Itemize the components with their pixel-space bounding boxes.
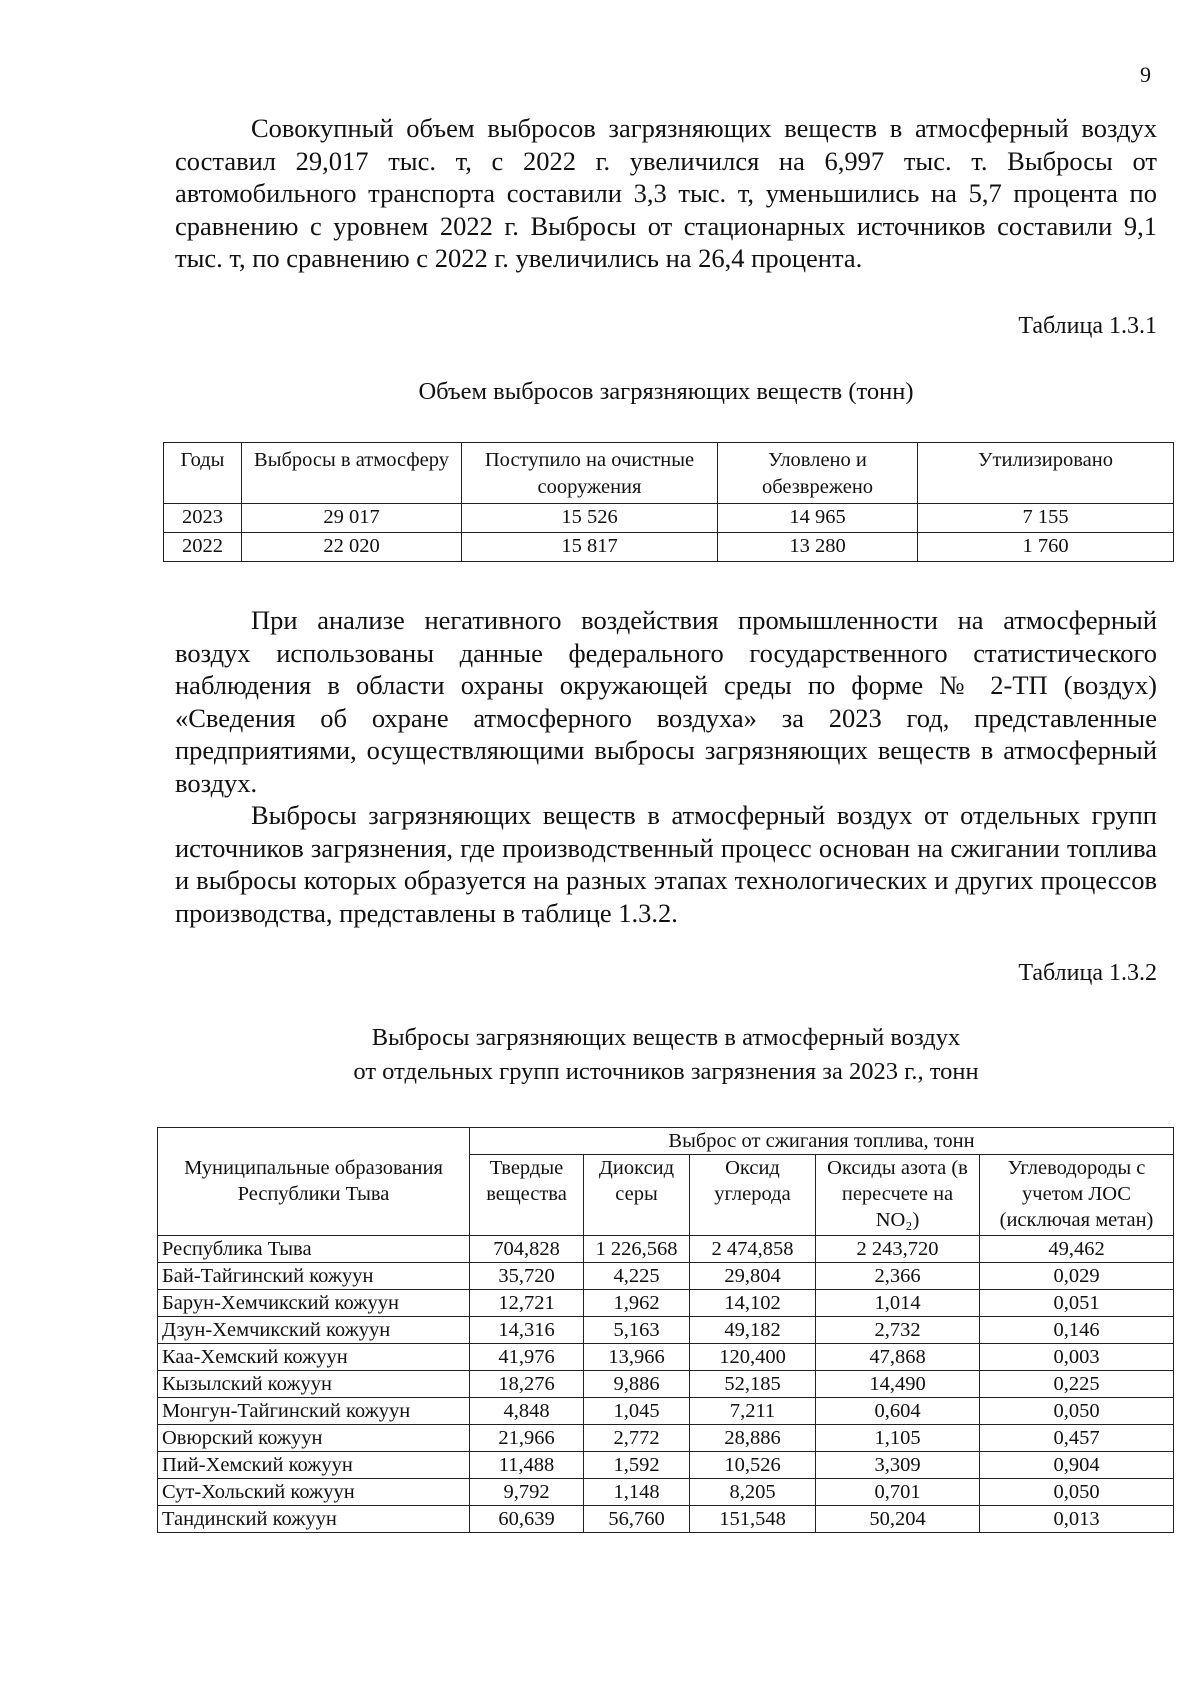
emission-value: 704,828 [470, 1236, 584, 1263]
emission-value: 4,848 [470, 1398, 584, 1425]
table-row [158, 1317, 1174, 1344]
emission-value: 2 243,720 [816, 1236, 980, 1263]
emission-value: 151,548 [690, 1506, 816, 1533]
table1-header: Утилизировано [918, 443, 1174, 504]
table2-body [158, 1236, 1174, 1533]
table1-title: Объем выбросов загрязняющих веществ (тонн) [418, 378, 914, 405]
emission-value: 2,732 [816, 1317, 980, 1344]
table-row [158, 1425, 1174, 1452]
table2-header: Оксиды азота (в пересчете на NO₂) [816, 1155, 980, 1236]
table2-header: Муниципальные образования Республики Тыва [158, 1155, 470, 1236]
table1-cell: 15 817 [462, 533, 718, 562]
emission-value: 0,701 [816, 1479, 980, 1506]
emission-value: 9,792 [470, 1479, 584, 1506]
emissions-volume-table [163, 442, 1174, 562]
emission-value: 2,366 [816, 1263, 980, 1290]
emission-value: 1 226,568 [584, 1236, 690, 1263]
emission-value: 35,720 [470, 1263, 584, 1290]
table-row [158, 1398, 1174, 1425]
municipality-name: Республика Тыва [158, 1236, 470, 1263]
page-number: 9 [1140, 62, 1151, 87]
emission-value: 1,592 [584, 1452, 690, 1479]
emission-value: 12,721 [470, 1290, 584, 1317]
table2-caption: Таблица 1.3.2 [1018, 960, 1157, 986]
table1-cell: 2022 [164, 533, 242, 562]
table1-header: Выбросы в атмосферу [242, 443, 462, 504]
emission-value: 10,526 [690, 1452, 816, 1479]
emission-value: 50,204 [816, 1506, 980, 1533]
table-row [158, 1263, 1174, 1290]
emission-value: 0,013 [980, 1506, 1174, 1533]
emission-value: 2,772 [584, 1425, 690, 1452]
emission-value: 0,050 [980, 1479, 1174, 1506]
municipality-name: Сут-Хольский кожуун [158, 1479, 470, 1506]
table1-cell: 14 965 [718, 504, 918, 533]
table1-cell: 2023 [164, 504, 242, 533]
emission-value: 0,051 [980, 1290, 1174, 1317]
emission-value: 2 474,858 [690, 1236, 816, 1263]
emission-value: 1,962 [584, 1290, 690, 1317]
table1-cell: 7 155 [918, 504, 1174, 533]
table2-title-line1: Выбросы загрязняющих веществ в атмосферный воздух [371, 1024, 961, 1051]
table1-header: Поступило на очистные сооружения [462, 443, 718, 504]
emission-value: 56,760 [584, 1506, 690, 1533]
municipality-name: Бай-Тайгинский кожуун [158, 1263, 470, 1290]
municipality-name: Пий-Хемский кожуун [158, 1452, 470, 1479]
emission-value: 28,886 [690, 1425, 816, 1452]
table-row [158, 1371, 1174, 1398]
table-row [158, 1479, 1174, 1506]
table-row [158, 1344, 1174, 1371]
emission-value: 7,211 [690, 1398, 816, 1425]
table1-cell: 13 280 [718, 533, 918, 562]
table2-title-line2: от отдельных групп источников загрязнения за 2023 г., тонн [353, 1058, 979, 1085]
table2-header: Углеводороды с учетом ЛОС (исключая метан) [980, 1155, 1174, 1236]
table2-group-header: Выброс от сжигания топлива, тонн [470, 1128, 1174, 1155]
emission-value: 1,148 [584, 1479, 690, 1506]
emission-value: 9,886 [584, 1371, 690, 1398]
emission-value: 1,014 [816, 1290, 980, 1317]
emission-value: 5,163 [584, 1317, 690, 1344]
table-row [164, 533, 1174, 562]
paragraph-emissions-summary: Совокупный объем выбросов загрязняющих веществ в атмосферный воздух составил 29,017 тыс. т, с 2022 г. увеличился на 6,997 тыс. т. Выбросы от автомобильного транспорта составили 3,3 тыс. т, уменьшились на 5,7 процента по сравнению с уровнем 2022 г. Выбросы от стационарных источников составили 9,1 тыс. т, по сравнению с 2022 г. увеличились на 26,4 процента. [175, 113, 1157, 273]
table1-header: Уловлено и обезврежено [718, 443, 918, 504]
emission-value: 1,105 [816, 1425, 980, 1452]
table1-cell: 15 526 [462, 504, 718, 533]
municipality-name: Барун-Хемчикский кожуун [158, 1290, 470, 1317]
emission-value: 52,185 [690, 1371, 816, 1398]
emission-value: 18,276 [470, 1371, 584, 1398]
table1-cell: 29 017 [242, 504, 462, 533]
emission-value: 0,904 [980, 1452, 1174, 1479]
emission-value: 29,804 [690, 1263, 816, 1290]
emission-value: 0,225 [980, 1371, 1174, 1398]
table1-cell: 22 020 [242, 533, 462, 562]
table2-corner [158, 1128, 470, 1155]
table1-header: Годы [164, 443, 242, 504]
emission-value: 0,050 [980, 1398, 1174, 1425]
table2-header: Твердые вещества [470, 1155, 584, 1236]
table-row [158, 1236, 1174, 1263]
table1-caption: Таблица 1.3.1 [1018, 313, 1157, 339]
municipality-name: Монгун-Тайгинский кожуун [158, 1398, 470, 1425]
emission-value: 120,400 [690, 1344, 816, 1371]
emission-value: 21,966 [470, 1425, 584, 1452]
emission-value: 49,462 [980, 1236, 1174, 1263]
table-row [158, 1290, 1174, 1317]
table1-cell: 1 760 [918, 533, 1174, 562]
emission-value: 4,225 [584, 1263, 690, 1290]
emission-value: 0,604 [816, 1398, 980, 1425]
table-row [158, 1506, 1174, 1533]
municipality-name: Дзун-Хемчикский кожуун [158, 1317, 470, 1344]
paragraph-source-groups: Выбросы загрязняющих веществ в атмосферный воздух от отдельных групп источников загрязнения, где производственный процесс основан на сжигании топлива и выбросы которых образуется на разных этапах технологических и других процессов производства, представлены в таблице 1.3.2. [175, 800, 1157, 928]
emission-value: 47,868 [816, 1344, 980, 1371]
emission-value: 8,205 [690, 1479, 816, 1506]
emission-value: 1,045 [584, 1398, 690, 1425]
table-row [164, 504, 1174, 533]
emission-value: 0,457 [980, 1425, 1174, 1452]
emission-value: 14,490 [816, 1371, 980, 1398]
municipality-name: Каа-Хемский кожуун [158, 1344, 470, 1371]
emission-value: 14,316 [470, 1317, 584, 1344]
fuel-combustion-emissions-table [157, 1127, 1174, 1533]
emission-value: 13,966 [584, 1344, 690, 1371]
municipality-name: Овюрский кожуун [158, 1425, 470, 1452]
emission-value: 49,182 [690, 1317, 816, 1344]
table-row [158, 1452, 1174, 1479]
table2-header: Диоксид серы [584, 1155, 690, 1236]
emission-value: 0,003 [980, 1344, 1174, 1371]
emission-value: 0,029 [980, 1263, 1174, 1290]
emission-value: 3,309 [816, 1452, 980, 1479]
emission-value: 14,102 [690, 1290, 816, 1317]
table2-title [175, 1021, 1157, 1089]
municipality-name: Тандинский кожуун [158, 1506, 470, 1533]
emission-value: 41,976 [470, 1344, 584, 1371]
paragraph-data-source: При анализе негативного воздействия промышленности на атмосферный воздух использованы данные федерального государственного статистического наблюдения в области охраны окружающей среды по форме № 2-ТП (воздух) «Сведения об охране атмосферного воздуха» за 2023 год, представленные предприятиями, осуществляющими выбросы загрязняющих веществ в атмосферный воздух. [175, 605, 1157, 798]
table2-header: Оксид углерода [690, 1155, 816, 1236]
emission-value: 11,488 [470, 1452, 584, 1479]
municipality-name: Кызылский кожуун [158, 1371, 470, 1398]
emission-value: 0,146 [980, 1317, 1174, 1344]
emission-value: 60,639 [470, 1506, 584, 1533]
